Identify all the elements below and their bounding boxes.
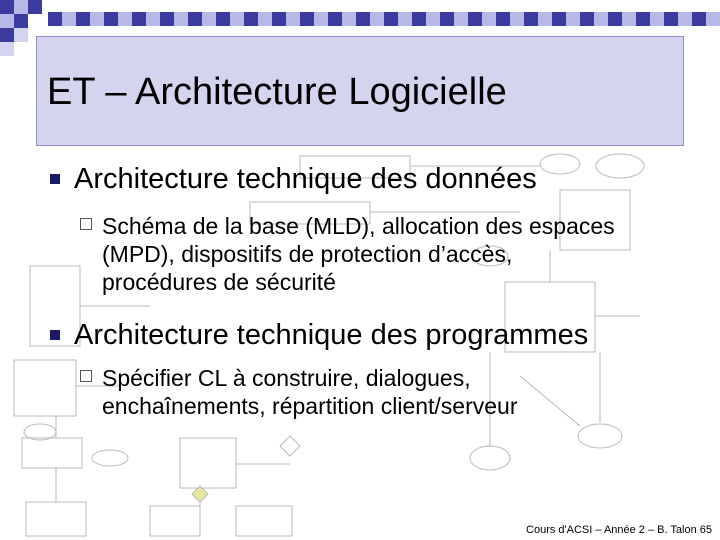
sub-bullet-text: Schéma de la base (MLD), allocation des espaces (MPD), dispositifs de protection d’accès, procédures de sécurité: [102, 213, 615, 295]
slide-footer: Cours d'ACSI – Année 2 – B. Talon 65: [526, 524, 712, 536]
sub-bullet-text: Spécifier CL à construire, dialogues, enchaînements, répartition client/serveur: [102, 365, 518, 419]
bullet-text: Architecture technique des données: [74, 163, 537, 195]
square-bullet-icon: [50, 174, 60, 184]
slide-title: ET – Architecture Logicielle: [47, 71, 507, 113]
top-decoration-bar: [48, 12, 720, 26]
bullet-text: Architecture technique des programmes: [74, 319, 589, 351]
square-bullet-icon: [50, 330, 60, 340]
checkbox-bullet-icon: [80, 370, 92, 382]
title-banner: [36, 36, 684, 146]
checkbox-bullet-icon: [80, 218, 92, 230]
